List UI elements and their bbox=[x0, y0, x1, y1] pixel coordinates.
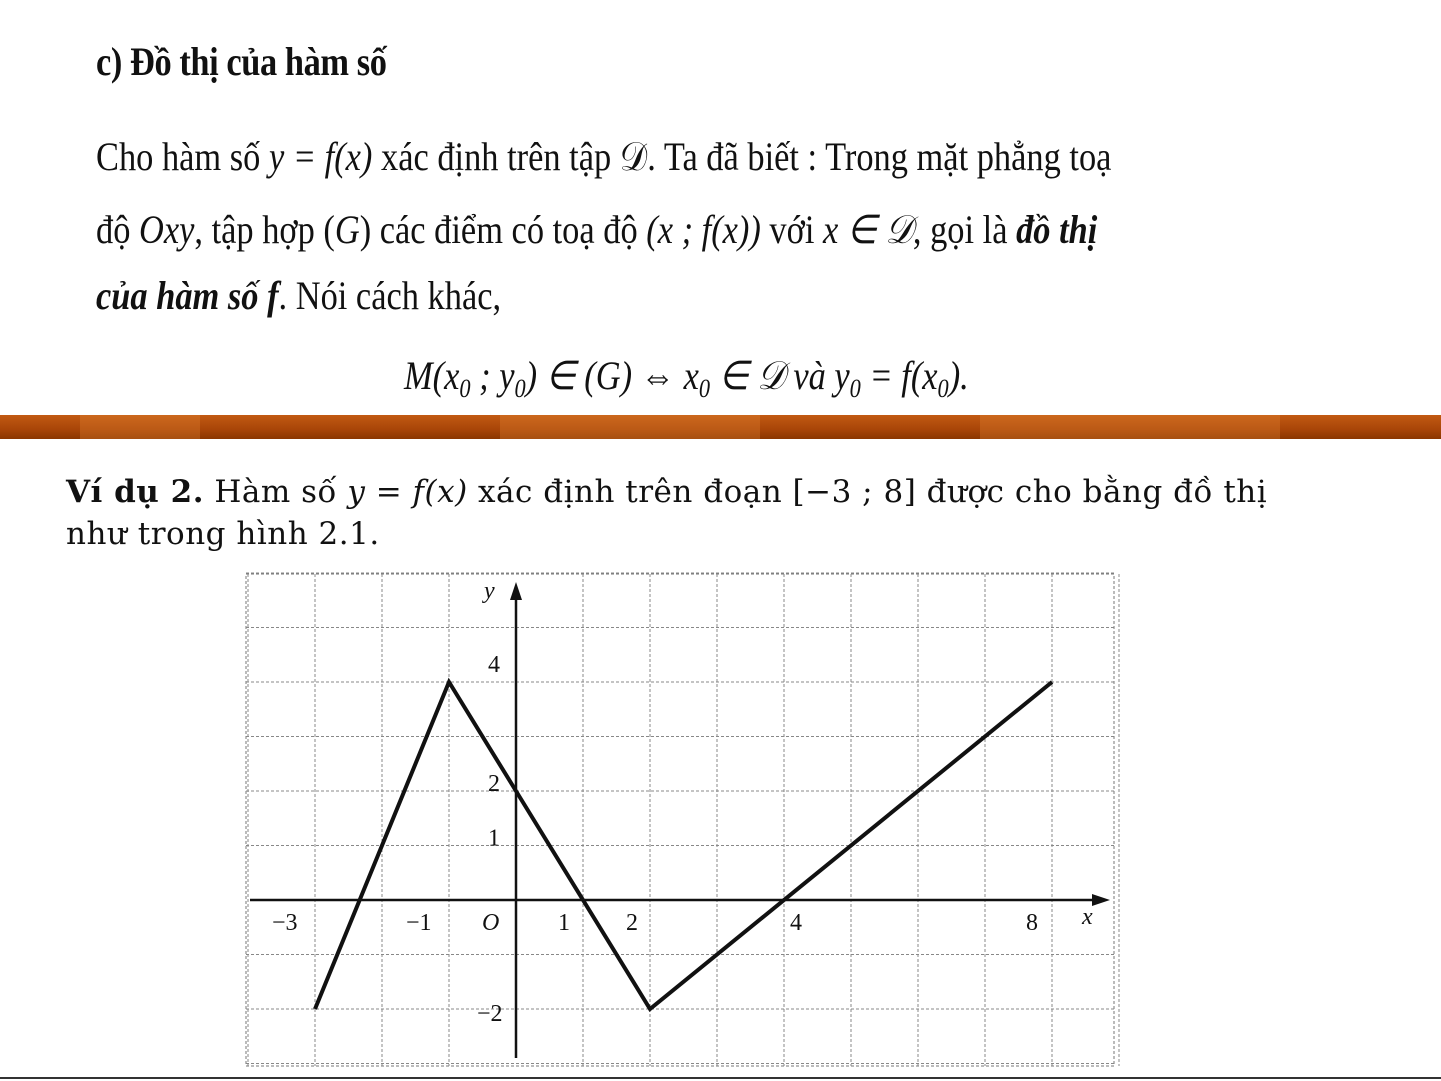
formula-subscript: 0 bbox=[937, 374, 949, 403]
y-tick-label: 2 bbox=[488, 771, 500, 797]
example-label: Ví dụ 2. bbox=[66, 474, 204, 510]
formula-part: = f(x bbox=[860, 353, 938, 398]
x-tick-label: 4 bbox=[790, 910, 802, 936]
text-segment: Hàm số bbox=[204, 474, 348, 510]
text-segment: . Nói cách khác, bbox=[278, 273, 502, 318]
tick-labels bbox=[272, 578, 1093, 1027]
text-segment: xác định trên đoạn [−3 ; 8] được cho bằng đồ thị bbox=[467, 474, 1268, 510]
text-segment: , tập hợp ( bbox=[194, 207, 335, 252]
formula-part: ). bbox=[948, 353, 969, 398]
formula-part: M(x bbox=[404, 353, 460, 398]
x-axis-label: x bbox=[1082, 904, 1093, 930]
text-segment: xác định trên tập 𝒟. Ta đã biết : Trong mặt phẳng toạ bbox=[372, 134, 1112, 179]
grid bbox=[246, 573, 1119, 1066]
x-tick-label: 8 bbox=[1026, 910, 1038, 936]
text-segment: độ bbox=[96, 207, 139, 252]
x-axis-arrow bbox=[1092, 894, 1110, 906]
x-tick-label: −3 bbox=[272, 910, 298, 936]
formula-subscript: 0 bbox=[698, 374, 711, 403]
y-tick-label: 1 bbox=[488, 825, 500, 852]
y-axis-arrow bbox=[510, 582, 522, 600]
bottom-rule bbox=[0, 1077, 1441, 1079]
text-segment: , gọi là bbox=[912, 207, 1017, 252]
x-tick-label: −1 bbox=[406, 910, 432, 936]
set-name: G bbox=[334, 207, 360, 252]
formula-part: ) ∈ (G) ⇔ x bbox=[525, 353, 699, 398]
y-tick-label: 4 bbox=[488, 652, 500, 678]
point-expression: (x ; f(x)) bbox=[646, 207, 761, 252]
text-segment: Cho hàm số bbox=[96, 134, 269, 179]
function-expression: y = f(x) bbox=[268, 134, 373, 179]
defined-term-continued: của hàm số f bbox=[96, 273, 279, 318]
section-heading: c) Đồ thị của hàm số bbox=[96, 39, 387, 84]
formula-part: ∈ 𝒟 và y bbox=[710, 353, 850, 398]
domain-expression: x ∈ 𝒟 bbox=[822, 207, 913, 252]
text-segment: với bbox=[760, 207, 823, 252]
plane-name: Oxy bbox=[139, 207, 195, 252]
y-axis-label: y bbox=[484, 578, 495, 604]
defined-term: đồ thị bbox=[1016, 207, 1098, 252]
example-line-2: như trong hình 2.1. bbox=[66, 516, 380, 552]
text-segment: ) các điểm có toạ độ bbox=[359, 207, 647, 252]
y-tick-label: −2 bbox=[477, 1001, 503, 1027]
function-expression: y = f(x) bbox=[347, 474, 468, 510]
graph-frame bbox=[246, 574, 1114, 1066]
formula-subscript: 0 bbox=[849, 374, 861, 403]
formula-subscript: 0 bbox=[459, 374, 471, 403]
x-tick-label: 1 bbox=[558, 910, 570, 936]
formula-part: ; y bbox=[470, 353, 515, 398]
x-tick-label: 2 bbox=[626, 910, 638, 936]
formula-subscript: 0 bbox=[514, 374, 526, 403]
origin-label: O bbox=[482, 910, 500, 936]
